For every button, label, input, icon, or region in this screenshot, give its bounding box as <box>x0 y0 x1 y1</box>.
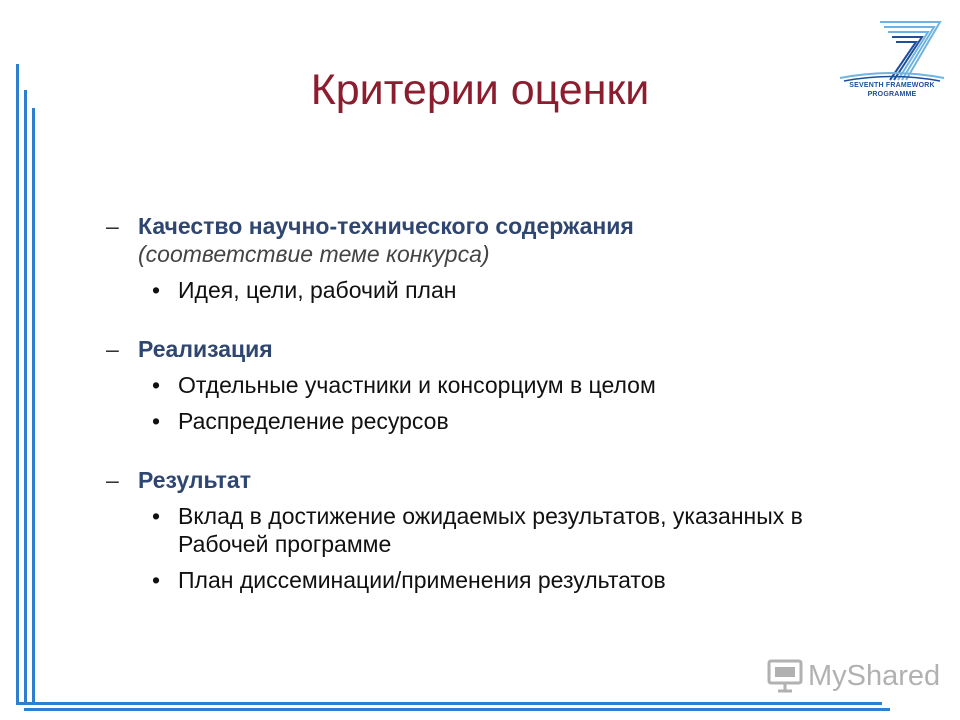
slide-title: Критерии оценки <box>310 66 650 114</box>
section-heading: Реализация <box>138 336 273 362</box>
bullet-marker: • <box>152 567 161 593</box>
logo-text-line2: PROGRAMME <box>867 91 917 98</box>
bullet-marker: • <box>152 277 161 303</box>
watermark-text: MyShared <box>808 659 941 692</box>
section-items <box>106 371 926 435</box>
section-heading-row <box>106 212 926 268</box>
section-dash: – <box>106 213 119 239</box>
myshared-watermark <box>766 656 940 696</box>
slide-content <box>106 212 926 625</box>
section-heading <box>138 212 634 268</box>
list-item <box>152 566 926 594</box>
bullet-marker: • <box>152 408 161 434</box>
section-items <box>106 502 926 594</box>
section-heading-row <box>106 466 926 494</box>
section-result <box>106 466 926 594</box>
bullet-marker: • <box>152 503 161 529</box>
presentation-icon <box>766 657 804 695</box>
list-item-text: Распределение ресурсов <box>178 408 449 434</box>
list-item <box>152 371 926 399</box>
frame-line-left-2 <box>24 90 27 704</box>
section-quality <box>106 212 926 304</box>
frame-line-left-1 <box>16 64 19 704</box>
section-dash: – <box>106 467 119 493</box>
list-item-text: Вклад в достижение ожидаемых результатов, указанных в Рабочей программе <box>178 503 803 557</box>
logo-text-line1: SEVENTH FRAMEWORK <box>849 82 935 89</box>
section-dash: – <box>106 336 119 362</box>
list-item-text: План диссеминации/применения результатов <box>178 567 666 593</box>
section-heading-text: Качество научно-технического содержания <box>138 213 634 239</box>
section-implementation <box>106 335 926 435</box>
frame-line-bottom-1 <box>16 702 882 705</box>
frame-line-bottom-2 <box>24 708 890 711</box>
frame-line-left-3 <box>32 108 35 704</box>
bullet-marker: • <box>152 372 161 398</box>
list-item <box>152 276 926 304</box>
section-heading: Результат <box>138 467 251 493</box>
section-items <box>106 276 926 304</box>
list-item-text: Отдельные участники и консорциум в целом <box>178 372 656 398</box>
section-subheading: (соответствие теме конкурса) <box>138 241 490 267</box>
list-item-text: Идея, цели, рабочий план <box>178 277 457 303</box>
list-item <box>152 407 926 435</box>
list-item <box>152 502 926 558</box>
section-heading-row <box>106 335 926 363</box>
